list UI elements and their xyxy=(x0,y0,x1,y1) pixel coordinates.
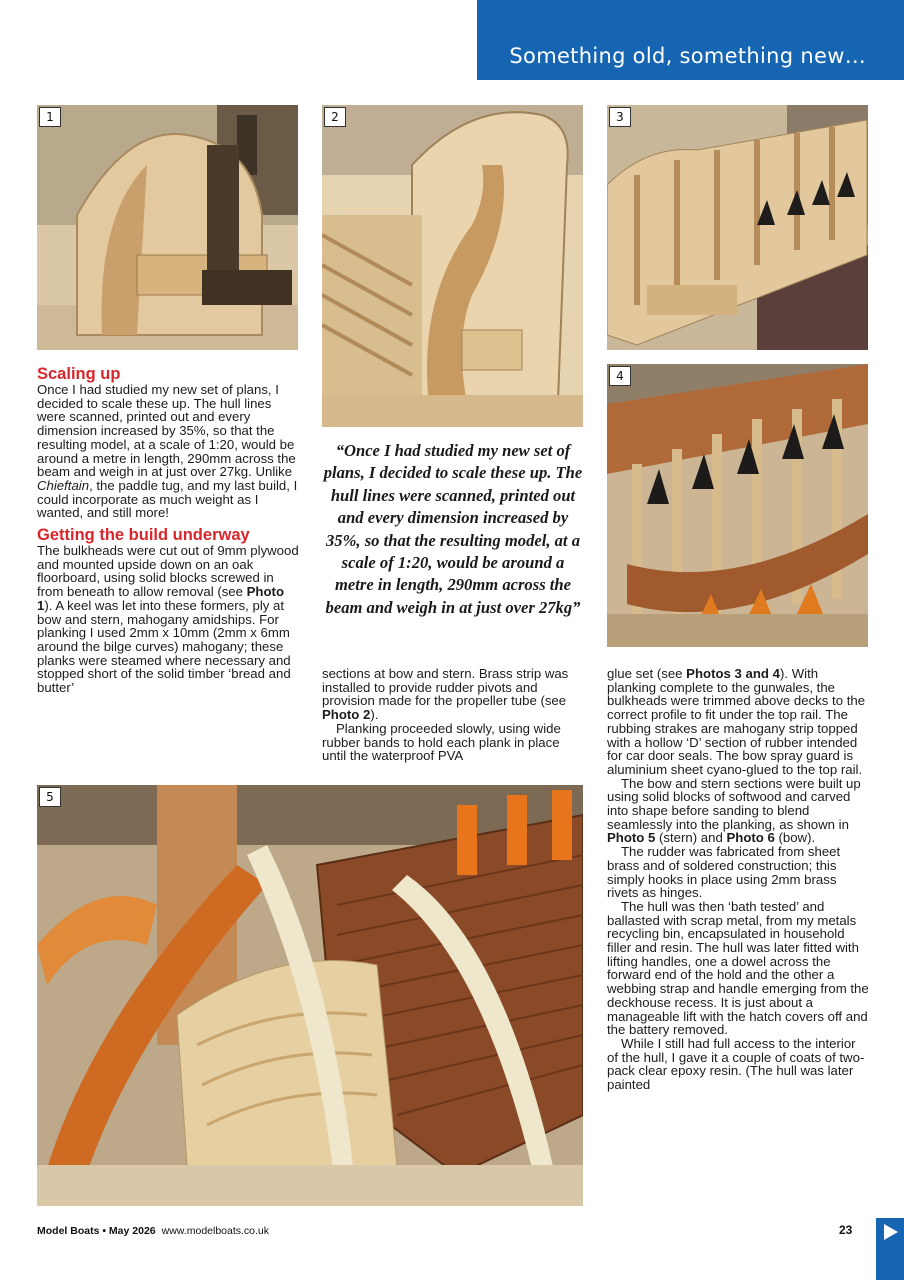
paragraph xyxy=(607,667,869,777)
italic-text: Chieftain xyxy=(37,477,90,493)
article-column-1 xyxy=(37,366,299,695)
text: , the paddle tug, and my last build, I could incorporate as much weight as I wanted, and still more! xyxy=(37,477,298,521)
page-footer xyxy=(37,1225,269,1237)
website-url: www.modelboats.co.uk xyxy=(161,1225,270,1237)
photo-number: 4 xyxy=(609,366,631,386)
subheading-getting-build-underway: Getting the build underway xyxy=(37,526,250,545)
text: (stern) and xyxy=(655,830,727,846)
text: The bulkheads were cut out of 9mm plywood and mounted upside down on an oak floorboard, using solid blocks screwed in from beneath to allow removal (see xyxy=(37,543,299,600)
text: ). A keel was let into these formers, ply at bow and stern, mahogany amidships. For planking I used 2mm x 10mm (2mm x 6mm around the bilge curves) mahogany; these planks were steamed where necessary and stopped short of the solid timber ‘bread and butter’ xyxy=(37,597,291,696)
photo-number: 5 xyxy=(39,787,61,807)
photo-reference: Photo 6 xyxy=(726,830,775,846)
text: sections at bow and stern. Brass strip was installed to provide rudder pivots and provision made for the propeller tube (see xyxy=(322,666,569,709)
paragraph: The hull was then ‘bath tested’ and ballasted with scrap metal, from my metals recycling bin, encapsulated in household filler and resin. The hull was later fitted with lifting handles, one a dowel across the forward end of the hold and the other a webbing strap and handle emerging from the deckhouse recess. It is just about a manageable lift with the hatch covers off and the battery removed. xyxy=(607,898,869,1038)
text: (bow). xyxy=(774,830,816,846)
photo-reference: Photos 3 and 4 xyxy=(686,666,780,681)
paragraph xyxy=(607,777,869,846)
photo-reference: Photo 1 xyxy=(37,584,284,613)
text: Once I had studied my new set of plans, I decided to scale these up. The hull lines were scanned, printed out and every dimension increased by 35%, so that the resulting model, at a scale of 1:20, would be around a metre in length, 290mm across the beam and weigh in at just over 27kg. Unlike xyxy=(37,382,296,480)
photo-5-image xyxy=(37,785,583,1206)
photo-5 xyxy=(37,785,583,1206)
photo-number: 3 xyxy=(609,107,631,127)
section-banner xyxy=(477,0,904,80)
paragraph xyxy=(322,667,584,722)
photo-4-image xyxy=(607,364,868,647)
photo-2 xyxy=(322,105,583,427)
article-column-3 xyxy=(607,667,869,1092)
text: ). With planking complete to the gunwales, the bulkheads were trimmed above decks to the correct profile to fit under the top rail. The rubbing strakes are mahogany strip topped with a hollow ‘D’ section of rubber intended for car door seals. The bow spray guard is aluminium sheet cyano-glued to the top rail. xyxy=(607,666,866,777)
photo-number: 2 xyxy=(324,107,346,127)
photo-3-image xyxy=(607,105,868,350)
page-number: 23 xyxy=(839,1223,853,1237)
text: glue set (see xyxy=(607,666,687,681)
photo-3 xyxy=(607,105,868,350)
paragraph xyxy=(37,383,299,520)
section-title: Something old, something new… xyxy=(509,44,866,68)
text: The bow and stern sections were built up using solid blocks of softwood and carved into shape before sanding to blend seamlessly into the planking, as shown in xyxy=(607,775,861,832)
article-column-2 xyxy=(322,667,584,763)
photo-1-image xyxy=(37,105,298,350)
photo-4 xyxy=(607,364,868,647)
paragraph: While I still had full access to the interior of the hull, I gave it a couple of coats of two-pack clear epoxy resin. (The hull was later painted xyxy=(607,1035,865,1093)
paragraph xyxy=(37,544,299,695)
next-page-tab[interactable] xyxy=(876,1218,904,1280)
photo-2-image xyxy=(322,105,583,427)
photo-1 xyxy=(37,105,298,350)
pull-quote: “Once I had studied my new set of plans, I decided to scale these up. The hull lines were scanned, printed out and every dimension increased by 35%, so that the resulting model, at a scale of 1:20, would be around a metre in length, 290mm across the beam and weigh in at just over 27kg” xyxy=(323,441,583,617)
subheading-scaling-up: Scaling up xyxy=(37,365,121,383)
photo-reference: Photo 5 xyxy=(607,830,656,846)
paragraph: The rudder was fabricated from sheet brass and of soldered construction; this simply hooks in place using 2mm brass rivets as hinges. xyxy=(607,844,841,901)
photo-number: 1 xyxy=(39,107,61,127)
text: ). xyxy=(370,707,379,723)
paragraph: Planking proceeded slowly, using wide rubber bands to hold each plank in place until the waterproof PVA xyxy=(322,720,561,764)
triangle-right-icon xyxy=(884,1224,898,1240)
photo-reference: Photo 2 xyxy=(322,707,371,723)
magazine-issue: Model Boats • May 2026 xyxy=(37,1225,156,1237)
